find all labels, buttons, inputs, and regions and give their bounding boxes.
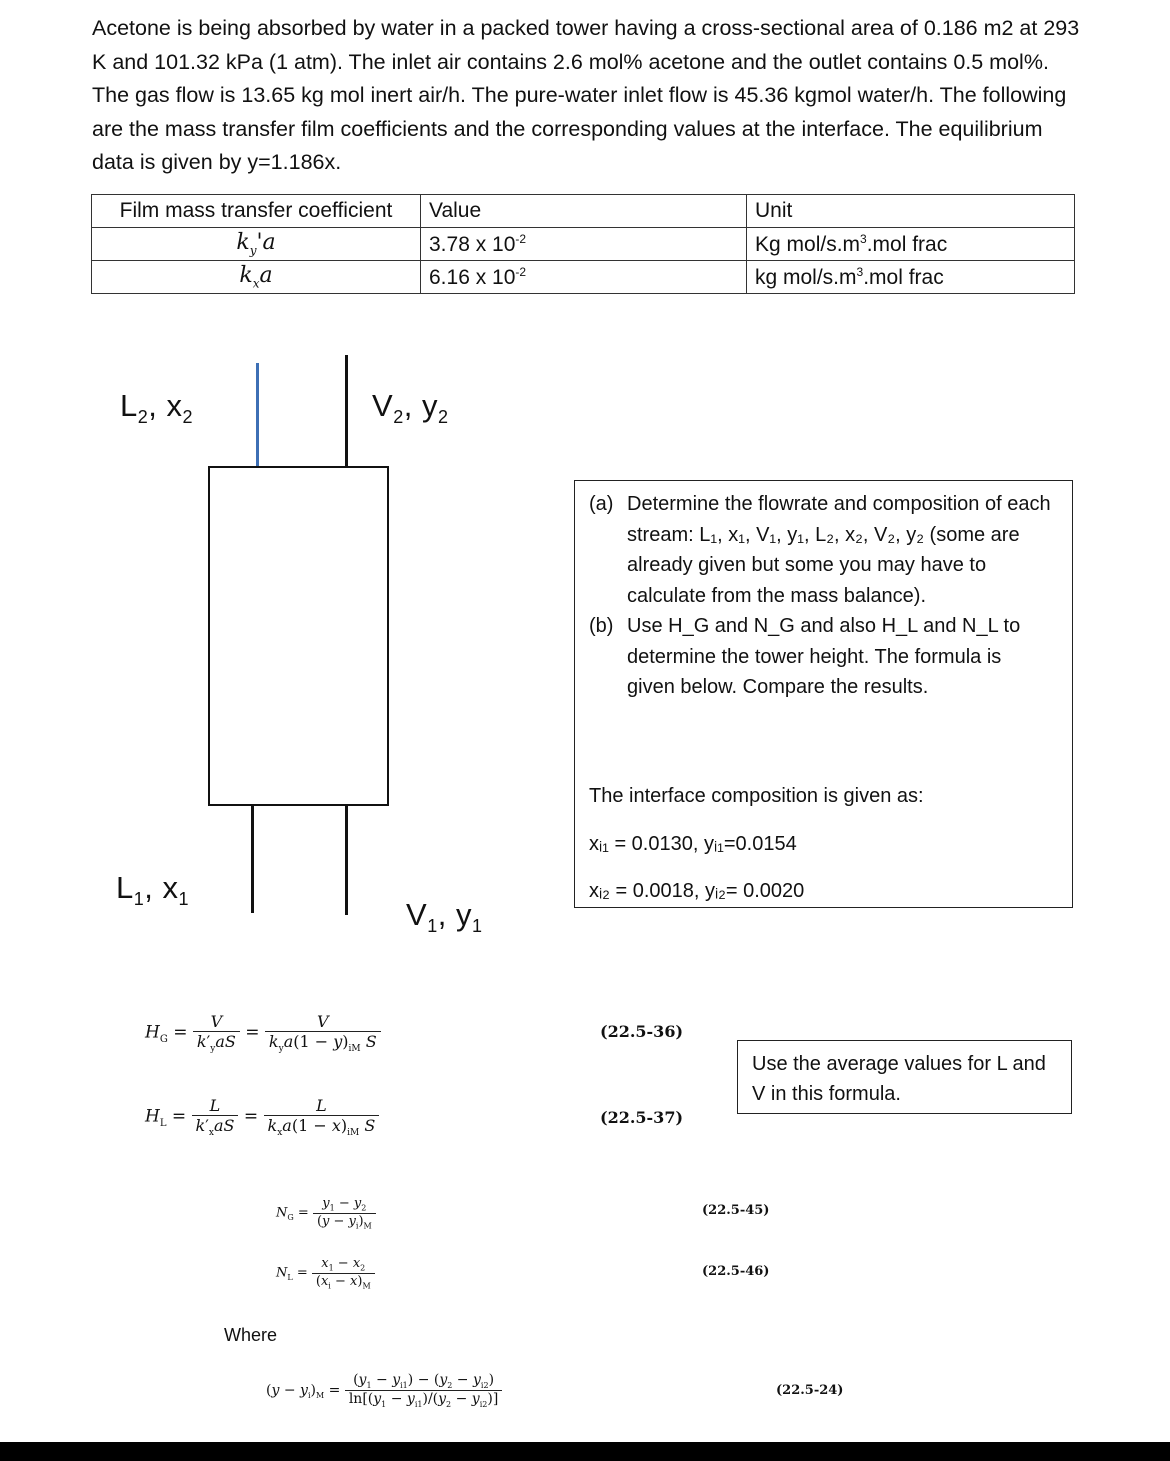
equation-number-ng: (22.5-45) — [702, 1203, 770, 1218]
gas-outlet-pipe — [345, 355, 348, 467]
packed-tower-column — [208, 466, 389, 806]
table-row — [92, 261, 1075, 294]
interface-composition-2: xᵢ₂ = 0.0018, yᵢ₂= 0.0020 — [589, 880, 805, 902]
liquid-outlet-pipe — [251, 805, 254, 913]
table-header: Unit — [747, 195, 1075, 228]
equation-number-log-mean: (22.5-24) — [776, 1383, 844, 1398]
gas-inlet-pipe — [345, 805, 348, 915]
liquid-inlet-pipe — [256, 363, 259, 467]
coefficient-table — [91, 194, 1075, 294]
question-a: (a) Determine the flowrate and composition of each stream: L₁, x₁, V₁, y₁, L₂, x₂, V₂, y₂ (some are already given but some you may have to calculate from the mass balance). — [589, 493, 1051, 607]
question-b: (b) Use H_G and N_G and also H_L and N_L to determine the tower height. The formula is given below. Compare the results. — [589, 615, 1021, 698]
label-bottom-right: $V_1$, $y_1$ — [406, 897, 483, 937]
table-header: Film mass transfer coefficient — [92, 195, 421, 228]
coefficient-symbol: $k_y'a$ — [92, 228, 421, 261]
coefficient-value: 3.78 x $10^{-2}$ — [421, 228, 747, 261]
table-row — [92, 228, 1075, 261]
coefficient-unit: Kg mol/$s.m^3.mol$ frac — [747, 228, 1075, 261]
coefficient-unit: kg mol/$s.m^3.mol$ frac — [747, 261, 1075, 294]
equation-ng: $N_G$ = $\frac{y_1 - y_2}{(y - y_i)_M}$ — [276, 1196, 376, 1230]
problem-statement: Acetone is being absorbed by water in a packed tower having a cross-sectional area of 0.186 m2 at 293 K and 101.32 kPa (1 atm). The inlet air contains 2.6 mol% acetone and the outlet contains 0.5 mol%. The gas flow is 13.65 kg mol inert air/h. The pure-water inlet flow is 45.36 kgmol water/h. The following are the mass transfer film coefficients and the corresponding values at the interface. The equilibrium data is given by y=1.186x. — [92, 16, 1080, 174]
bottom-black-bar — [0, 1442, 1170, 1461]
label-top-left: $L_2$, $x_2$ — [120, 388, 194, 428]
coefficient-symbol: $k_xa$ — [92, 261, 421, 294]
equation-number-hl: (22.5-37) — [600, 1108, 684, 1127]
equation-nl: $N_L$ = $\frac{x_1 - x_2}{(x_i - x)_M}$ — [276, 1256, 375, 1290]
table-header-row — [92, 195, 1075, 228]
equation-number-nl: (22.5-46) — [702, 1264, 770, 1279]
where-label: Where — [224, 1325, 278, 1345]
label-top-right: $V_2$, $y_2$ — [372, 388, 449, 428]
label-bottom-left: $L_1$, $x_1$ — [116, 870, 190, 910]
equation-hg: $H_G$ = $\frac{V}{k'_yaS}$ = $\frac{V}{k_ya(1 - y)_{iM} S}$ — [145, 1012, 381, 1054]
equation-number-hg: (22.5-36) — [600, 1022, 684, 1041]
interface-composition-1: xᵢ₁ = 0.0130, yᵢ₁=0.0154 — [589, 833, 797, 855]
question-box — [574, 480, 1073, 908]
coefficient-value: 6.16 x $10^{-2}$ — [421, 261, 747, 294]
interface-title: The interface composition is given as: — [589, 785, 924, 807]
table-header: Value — [421, 195, 747, 228]
equation-log-mean: $(y - y_i)_M$ = $\frac{(y_1 - y_{i1}) - (y_2 - y_{i2})}{\ln[(y_1 - y_{i1})/(y_2 - y_{i2})]}$ — [266, 1372, 502, 1409]
equation-hl: $H_L$ = $\frac{L}{k'_xaS}$ = $\frac{L}{k_xa(1 - x)_{iM} S}$ — [145, 1096, 379, 1138]
average-note-box: Use the average values for L and V in this formula. — [737, 1040, 1072, 1114]
